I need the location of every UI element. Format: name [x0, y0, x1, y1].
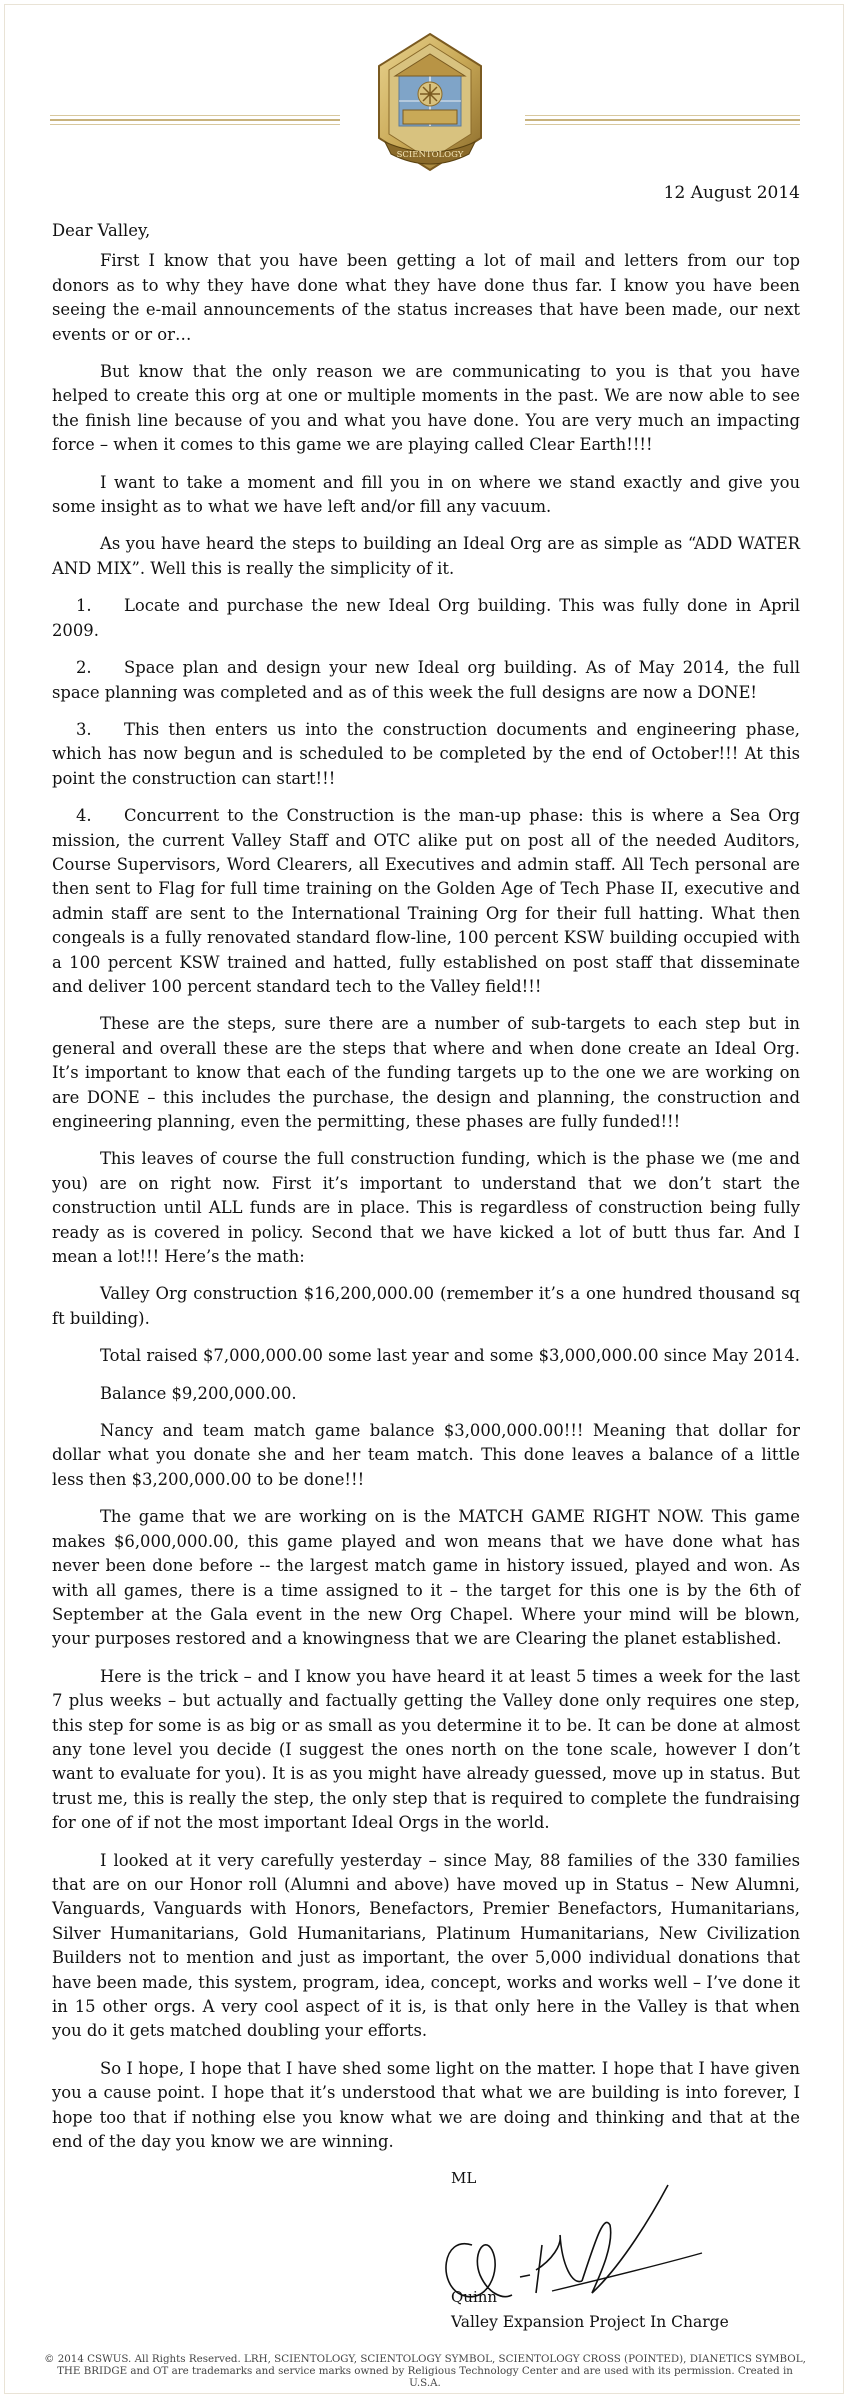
copyright-footer: [40, 2353, 810, 2389]
footer-line: THE BRIDGE and OT are trademarks and service marks owned by Religious Technology Center and are used with its permission. Created in U.S.A.: [57, 2365, 793, 2389]
header-rule-left: [50, 119, 340, 121]
footer-line: © 2014 CSWUS. All Rights Reserved. LRH, SCIENTOLOGY, SCIENTOLOGY SYMBOL, SCIENTOLOGY CROSS (POINTED), DIANETICS SYMBOL,: [44, 2353, 806, 2365]
step-item: [52, 804, 800, 999]
paragraph: But know that the only reason we are communicating to you is that you have helped to create this org at one or multiple moments in the past. We are now able to see the finish line because of you and what you have done. You are very much an impacting force – when it comes to this game we are playing called Clear Earth!!!!: [52, 362, 800, 455]
salutation: Dear Valley,: [52, 221, 151, 240]
signer-title: Valley Expansion Project In Charge: [451, 2313, 729, 2331]
paragraph: I want to take a moment and fill you in on where we stand exactly and give you some insight as to what we have left and/or fill any vacuum.: [52, 472, 800, 517]
paragraph: Balance $9,200,000.00.: [100, 1383, 297, 1403]
step-item: [52, 594, 800, 643]
paragraph: So I hope, I hope that I have shed some light on the matter. I hope that I have given you a cause point. I hope that it’s understood that what we are building is into forever, I hope too that if nothing else you know what we are doing and thinking and that at the end of the day you know we are winning.: [52, 2058, 800, 2152]
step-item: [52, 656, 800, 705]
paragraph: As you have heard the steps to building an Ideal Org are as simple as “ADD WATER AND MIX”. Well this is really the simplicity of it.: [52, 534, 800, 578]
step-number: 1.: [76, 596, 92, 616]
paragraph: Nancy and team match game balance $3,000,000.00!!! Meaning that dollar for dollar what you donate she and her team match. This done leaves a balance of a little less then $3,200,000.00 to be done!!!: [52, 1421, 800, 1489]
paragraph: Valley Org construction $16,200,000.00 (remember it’s a one hundred thousand sq ft building).: [52, 1284, 800, 1328]
step-text: This then enters us into the construction documents and engineering phase, which has now begun and is scheduled to be completed by the end of October!!! At this point the construction can start!!!: [52, 719, 800, 788]
paragraph: I looked at it very carefully yesterday – since May, 88 families of the 330 families that are on our Honor roll (Alumni and above) have moved up in Status – New Alumni, Vanguards, Vanguards with Honors, Benefactors, Premier Benefactors, Humanitarians, Silver Humanitarians, Gold Humanitarians, Platinum Humanitarians, New Civilization Builders not to mention and just as important, the over 5,000 individual donations that have been made, this system, program, idea, concept, works and works well – I’ve done it in 15 other orgs. A very cool aspect of it is, is that only here in the Valley is that when you do it gets matched doubling your efforts.: [52, 1850, 800, 2041]
paragraph: Here is the trick – and I know you have heard it at least 5 times a week for the last 7 plus weeks – but actually and factually getting the Valley done only requires one step, this step for some is as big or as small as you determine it to be. It can be done at almost any tone level you decide (I suggest the ones north on the tone scale, however I don’t want to evaluate for you). It is as you might have already guessed, move up in status. But trust me, this is really the step, the only step that is required to complete the fundraising for one of if not the most important Ideal Orgs in the world.: [52, 1666, 800, 1833]
paragraph: First I know that you have been getting a lot of mail and letters from our top donors as to why they have done what they have done thus far. I know you have been seeing the e-mail announcements of the status increases that have been made, our next events or or or…: [52, 251, 800, 344]
paragraph: The game that we are working on is the MATCH GAME RIGHT NOW. This game makes $6,000,000.00, this game played and won means that we have done what has never been done before -- the largest match game in history issued, played and won. As with all games, there is a time assigned to it – the target for this one is by the 6th of September at the Gala event in the new Org Chapel. Where your mind will be blown, your purposes restored and a knowingness that we are Clearing the planet established.: [52, 1507, 800, 1649]
step-text: Space plan and design your new Ideal org building. As of May 2014, the full space planning was completed and as of this week the full designs are now a DONE!: [52, 658, 800, 702]
org-crest-logo: [365, 30, 495, 180]
step-number: 3.: [76, 719, 92, 739]
signer-name: Quinn: [451, 2288, 498, 2306]
step-item: [52, 718, 800, 791]
step-text: Concurrent to the Construction is the man-up phase: this is where a Sea Org mission, the current Valley Staff and OTC alike put on post all of the needed Auditors, Course Supervisors, Word Clearers, all Executives and admin staff. All Tech personal are then sent to Flag for full time training on the Golden Age of Tech Phase II, executive and admin staff are sent to the International Training Org for their full hatting. What then congeals is a fully renovated standard flow-line, 100 percent KSW building occupied with a 100 percent KSW trained and hatted, fully established on post staff that disseminate and deliver 100 percent standard tech to the Valley field!!!: [52, 806, 800, 996]
step-number: 2.: [76, 658, 92, 678]
paragraph: Total raised $7,000,000.00 some last year and some $3,000,000.00 since May 2014.: [100, 1346, 800, 1366]
paragraph: These are the steps, sure there are a number of sub-targets to each step but in general and overall these are the steps that where and when done create an Ideal Org. It’s important to know that each of the funding targets up to the one we are working on are DONE – this includes the purchase, the design and planning, the construction and engineering planning, even the permitting, these phases are fully funded!!!: [52, 1014, 800, 1131]
header-rule-right: [525, 119, 800, 121]
paragraph: This leaves of course the full construction funding, which is the phase we (me and you) are on right now. First it’s important to understand that we don’t start the construction until ALL funds are in place. This is regardless of construction being fully ready as is covered in policy. Second that we have kicked a lot of butt thus far. And I mean a lot!!! Here’s the math:: [52, 1149, 800, 1267]
crest-banner-text: SCIENTOLOGY: [396, 150, 464, 160]
letter-date: 12 August 2014: [663, 183, 800, 203]
letter-body: [52, 219, 800, 2167]
closing-initials: ML: [451, 2169, 477, 2187]
step-text: Locate and purchase the new Ideal Org building. This was fully done in April 2009.: [52, 596, 800, 640]
step-number: 4.: [76, 806, 92, 826]
